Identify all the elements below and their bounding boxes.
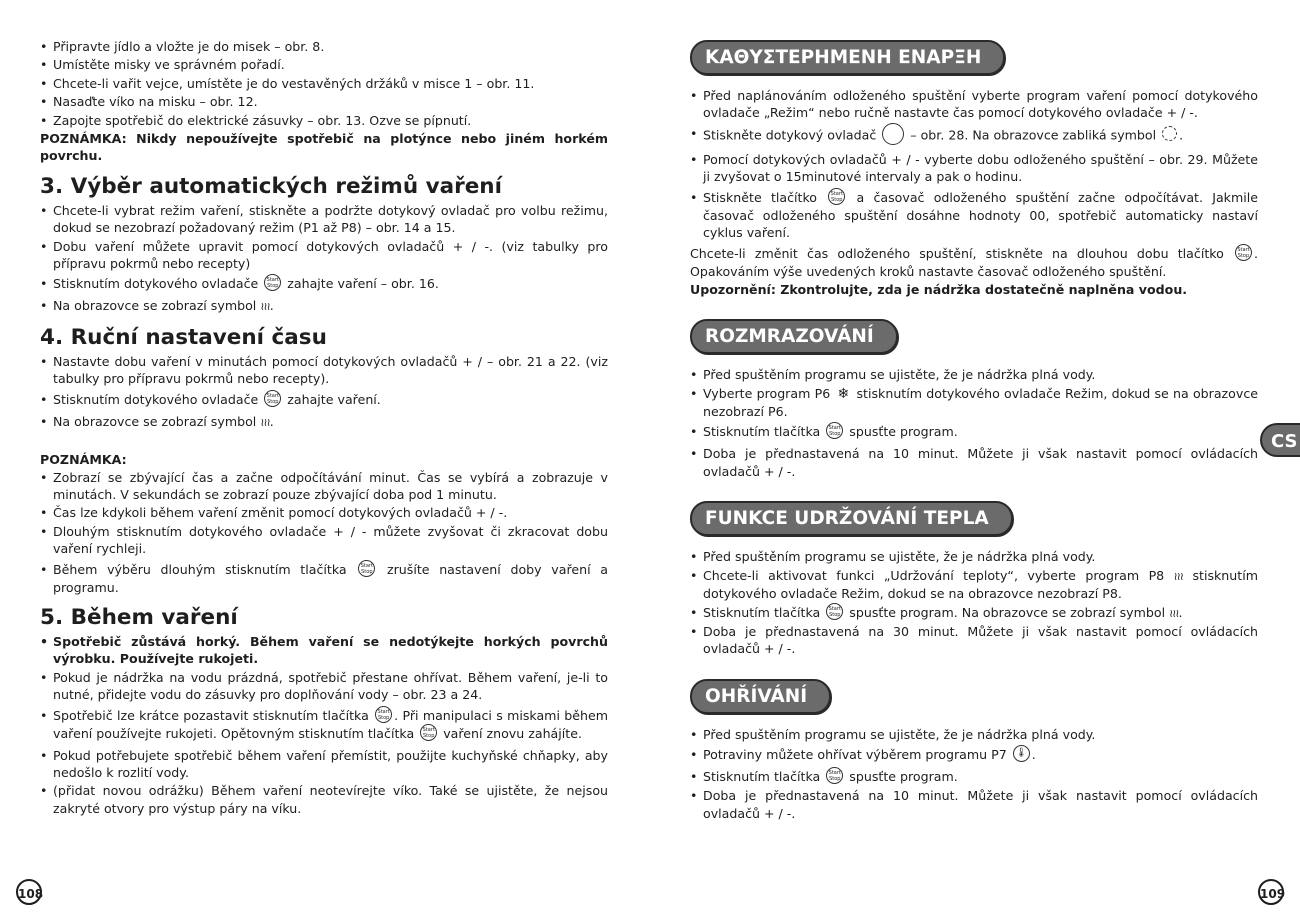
steam-icon: ≀≀≀ [1173, 569, 1183, 583]
start-stop-icon: Start Stop [1235, 244, 1252, 261]
steam-icon: ≀≀≀ [260, 415, 270, 429]
list-item [690, 567, 1258, 603]
section-4-title: 4. Ruční nastavení času [40, 324, 327, 350]
section-5-list [40, 633, 608, 817]
text: Vyberte program P6 [703, 385, 831, 401]
text: Stisknutím tlačítka [703, 769, 821, 785]
list-item: • (přidat novou odrážku) Během vaření neotevírejte víko. Také se ujistěte, že nejsou zakryté otvory pro výstup páry na víku. [40, 782, 608, 817]
delay-start-list [690, 87, 1258, 241]
section-4-list [40, 353, 608, 431]
defrost-title: ROZMRAZOVÁNÍ [690, 319, 898, 354]
start-stop-icon: Start Stop [264, 390, 281, 407]
reheat-section [690, 679, 1258, 822]
text: spusťte program. [849, 769, 958, 785]
text: zahajte vaření – obr. 16. [287, 276, 439, 292]
list-item: • Připravte jídlo a vložte je do misek – obr. 8. [40, 38, 608, 55]
list-item: • Stiskněte dotykový ovladač – obr. 28. Na obrazovce zabliká symbol . [690, 125, 1258, 147]
start-stop-icon: Start Stop [826, 767, 843, 784]
delay-start-warning: Upozornění: Zkontrolujte, zda je nádržka dostatečně naplněna vodou. [690, 281, 1188, 297]
list-item: • Umístěte misky ve správném pořadí. [40, 56, 608, 73]
reheat-list [690, 726, 1258, 822]
list-item: • Doba je přednastavená na 10 minut. Můžete ji však nastavit pomocí ovládacích ovladačů + / -. [690, 787, 1258, 822]
list-item: • Zobrazí se zbývající čas a začne odpočítávání minut. Čas se vybírá a zobrazuje v minutách. V sekundách se zobrazí pouze zbývající doba pod 1 minutu. [40, 469, 608, 504]
list-item: • Dlouhým stisknutím dotykového ovladače + / - můžete zvyšovat či zkracovat dobu vaření rychleji. [40, 523, 608, 558]
start-stop-icon: Start Stop [420, 724, 437, 741]
text: stisknutím dotykového ovladače Režim, dokud se na obrazovce nezobrazí P6. [703, 385, 1258, 420]
list-item: • Čas lze kdykoli během vaření změnit pomocí dotykových ovladačů + / -. [40, 504, 608, 521]
text: spusťte program. [849, 424, 958, 440]
reheat-title: OHŘÍVÁNÍ [690, 679, 831, 714]
start-stop-icon: Start Stop [375, 706, 392, 723]
delay-start-section [690, 40, 1258, 298]
keep-warm-list [690, 548, 1258, 657]
list-item: • Nastavte dobu vaření v minutách pomocí dotykových ovladačů + / – obr. 21 a 22. (viz tabulky pro přípravu pokrmů nebo recepty). [40, 353, 608, 388]
timer-icon [882, 123, 904, 145]
text: zrušíte nastavení doby vaření a programu. [53, 561, 608, 595]
delay-start-paragraph [690, 245, 1258, 280]
text: Stisknutím tlačítka [703, 424, 821, 440]
text: Stisknutím tlačítka [703, 604, 821, 620]
start-stop-icon: Start Stop [826, 422, 843, 439]
note-label: POZNÁMKA: [40, 452, 127, 468]
language-tab: CS [1260, 423, 1300, 457]
defrost-section [690, 319, 1258, 480]
list-item: • Pokud je nádržka na vodu prázdná, spotřebič přestane ohřívat. Během vaření, je-li to nutné, přidejte vodu do zásuvky pro doplňování vody – obr. 23 a 24. [40, 669, 608, 704]
list-item: • Před spuštěním programu se ujistěte, že je nádržka plná vody. [690, 366, 1258, 383]
list-item [40, 275, 608, 293]
start-stop-icon: Start Stop [828, 188, 845, 205]
list-item: • Spotřebič zůstává horký. Během vaření se nedotýkejte horkých povrchů výrobku. Používejte rukojeti. [40, 633, 608, 668]
list-item [690, 189, 1258, 242]
thermometer-icon: 🌡 [1013, 745, 1030, 762]
section-3-title: 3. Výběr automatických režimů vaření [40, 173, 502, 199]
list-item: • Pomocí dotykových ovladačů + / - vyberte dobu odloženého spuštění – obr. 29. Můžete ji zvyšovat o 15minutové intervaly a pak o hodinu. [690, 151, 1258, 186]
list-item: • Doba je přednastavená na 30 minut. Můžete ji však nastavit pomocí ovládacích ovladačů + / -. [690, 623, 1258, 658]
list-item: • Chcete-li vařit vejce, umístěte je do vestavěných držáků v misce 1 – obr. 11. [40, 75, 608, 92]
list-item: • Zapojte spotřebič do elektrické zásuvky – obr. 13. Ozve se pípnutí. [40, 112, 608, 129]
text: Chcete-li aktivovat funkci „Udržování teploty“, vyberte program P8 [703, 567, 1165, 583]
list-item: • Potraviny můžete ohřívat výběrem programu P7 🌡 . [690, 746, 1258, 764]
text: spusťte program. Na obrazovce se zobrazí symbol [849, 604, 1166, 620]
text: stisknutím dotykového ovladače Režim, dokud se na obrazovce nezobrazí P8. [703, 567, 1258, 602]
steam-icon: ≀≀≀ [1169, 606, 1179, 620]
text: . Při manipulaci s miskami během vaření používejte rukojeti. Opětovným stisknutím tlačítka [53, 707, 608, 741]
section-5-title: 5. Během vaření [40, 604, 238, 630]
start-stop-icon: Start Stop [826, 603, 843, 620]
text: Stiskněte dotykový ovladač [703, 127, 877, 143]
list-item: • Na obrazovce se zobrazí symbol ≀≀≀. [40, 413, 608, 431]
text: Stisknutím dotykového ovladače [53, 391, 259, 407]
right-page [690, 40, 1258, 843]
list-item: • Chcete-li vybrat režim vaření, stiskněte a podržte dotykový ovladač pro volbu režimu, dokud se nezobrazí požadovaný režim (P1 až P8) – obr. 14 a 15. [40, 202, 608, 237]
list-item: • Před spuštěním programu se ujistěte, že je nádržka plná vody. [690, 548, 1258, 565]
intro-note: POZNÁMKA: Nikdy nepoužívejte spotřebič na plotýnce nebo jiném horkém povrchu. [40, 131, 608, 164]
text: Stiskněte tlačítko [703, 189, 818, 205]
start-stop-icon: Start Stop [264, 274, 281, 291]
text: Na obrazovce se zobrazí symbol [53, 298, 257, 314]
keep-warm-section [690, 501, 1258, 657]
clock-icon [1162, 126, 1177, 141]
section-3-list [40, 202, 608, 316]
list-item: • Před spuštěním programu se ujistěte, že je nádržka plná vody. [690, 726, 1258, 743]
list-item: • Nasaďte víko na misku – obr. 12. [40, 93, 608, 110]
start-stop-icon: Start Stop [358, 560, 375, 577]
list-item [40, 707, 608, 743]
left-page [40, 38, 608, 818]
text: – obr. 28. Na obrazovce zabliká symbol [910, 127, 1157, 143]
list-item: • Na obrazovce se zobrazí symbol ≀≀≀. [40, 297, 608, 315]
steam-icon: ≀≀≀ [260, 300, 270, 314]
keep-warm-title: FUNKCE UDRŽOVÁNÍ TEPLA [690, 501, 1013, 536]
page-number-right: 109 [1258, 879, 1284, 905]
delay-start-title: ΚΑΘΥΣΤΕΡΗΜΕΝΗ ΕΝΑΡΞΗ [690, 40, 1005, 75]
text: Během výběru dlouhým stisknutím tlačítka [53, 561, 347, 577]
list-item: • Před naplánováním odloženého spuštění vyberte program vaření pomocí dotykového ovladače „Režim“ nebo ručně nastavte čas pomocí dotykového ovladače + / -. [690, 87, 1258, 122]
intro-list [40, 38, 608, 129]
text: Spotřebič lze krátce pozastavit stisknutím tlačítka [53, 707, 369, 723]
text: a časovač odloženého spuštění začne odpočítávat. Jakmile časovač odloženého spuštění dosáhne hodnoty 00, spotřebič automaticky nastaví cyklus vaření. [703, 189, 1258, 241]
text: Stisknutím dotykového ovladače [53, 276, 259, 292]
text: zahajte vaření. [287, 391, 381, 407]
list-item [40, 391, 608, 409]
snowflake-icon: ❄ [837, 385, 850, 402]
list-item [690, 385, 1258, 421]
text: Na obrazovce se zobrazí symbol [53, 413, 257, 429]
text: . Opakováním výše uvedených kroků nastavte časovač odloženého spuštění. [690, 246, 1258, 280]
text: vaření znovu zahájíte. [443, 725, 582, 741]
list-item [690, 768, 1258, 786]
list-item: • Dobu vaření můžete upravit pomocí dotykových ovladačů + / -. (viz tabulky pro přípravu pokrmů nebo recepty) [40, 238, 608, 273]
list-item: • Doba je přednastavená na 10 minut. Můžete ji však nastavit pomocí ovládacích ovladačů + / -. [690, 445, 1258, 480]
defrost-list [690, 366, 1258, 480]
page-number-left: 108 [16, 879, 42, 905]
list-item: • Stisknutím tlačítka Start Stop spusťte program. Na obrazovce se zobrazí symbol ≀≀≀. [690, 604, 1258, 622]
text: Potraviny můžete ohřívat výběrem programu P7 [703, 747, 1007, 763]
list-item: • Pokud potřebujete spotřebič během vaření přemístit, použijte kuchyňské chňapky, aby nedošlo k rozlití vody. [40, 747, 608, 782]
list-item [690, 423, 1258, 441]
list-item [40, 561, 608, 596]
text: Chcete-li změnit čas odloženého spuštění, stiskněte na dlouhou dobu tlačítko [690, 246, 1224, 262]
section-4-notes [40, 469, 608, 596]
